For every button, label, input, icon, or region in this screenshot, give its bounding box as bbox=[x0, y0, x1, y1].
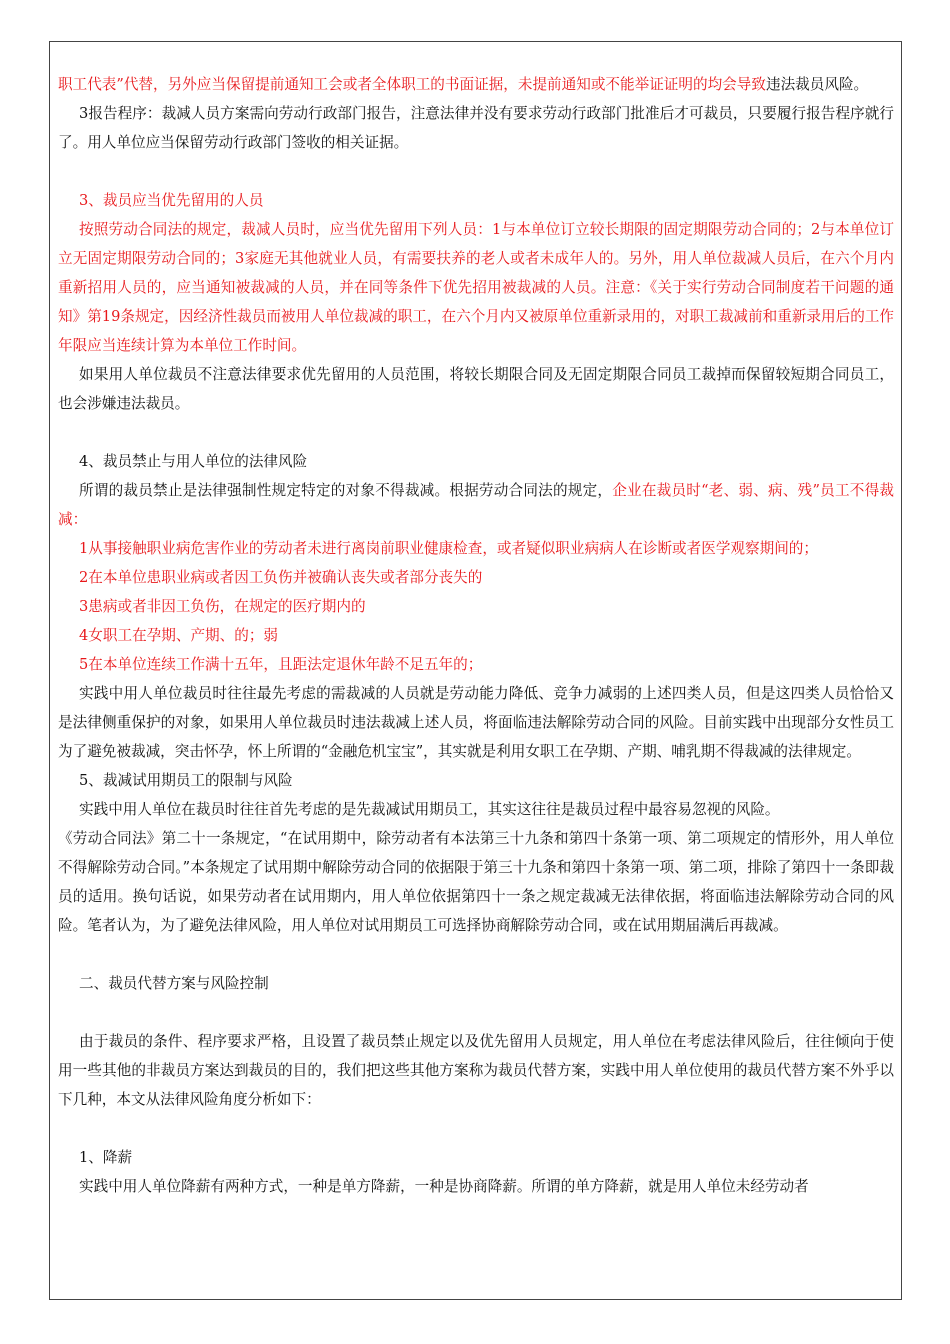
paragraph-report-procedure: 3报告程序：裁减人员方案需向劳动行政部门报告，注意法律并没有要求劳动行政部门批准后才可裁员，只要履行报告程序就行了。用人单位应当保留劳动行政部门签收的相关证据。 bbox=[58, 105, 894, 151]
red-text: 企业在裁员时“老、弱、病、残”员工不得裁减： bbox=[58, 482, 894, 528]
heading-salary-cut: 1、降薪 bbox=[79, 1149, 133, 1166]
heading-section-2: 二、裁员代替方案与风险控制 bbox=[79, 975, 269, 992]
paragraph-probation-2: 《劳动合同法》第二十一条规定，“在试用期中，除劳动者有本法第三十九条和第四十条第一项、第二项规定的情形外，用人单位不得解除劳动合同。”本条规定了试用期中解除劳动合同的依据限于第三十九条和第四十条第一项、第二项，排除了第四十一条即裁员的适用。换句话说，如果劳动者在试用期内，用人单位依据第四十一条之规定裁减无法律依据，将面临违法解除劳动合同的风险。笔者认为，为了避免法律风险，用人单位对试用期员工可选择协商解除劳动合同，或在试用期届满后再裁减。 bbox=[58, 830, 894, 934]
paragraph-alternatives: 由于裁员的条件、程序要求严格，且设置了裁员禁止规定以及优先留用人员规定，用人单位在考虑法律风险后，往往倾向于使用一些其他的非裁员方案达到裁员的目的，我们把这些其他方案称为裁员代替方案，实践中用人单位使用的裁员代替方案不外乎以下几种，本文从法律风险角度分析如下： bbox=[58, 1033, 894, 1108]
list-item-4: 4女职工在孕期、产期、的；弱 bbox=[79, 627, 279, 644]
document-body bbox=[58, 70, 894, 1201]
list-item-1: 1从事接触职业病危害作业的劳动者未进行离岗前职业健康检查，或者疑似职业病病人在诊断或者医学观察期间的； bbox=[79, 540, 818, 557]
paragraph-layoff-prohibition bbox=[58, 476, 894, 534]
paragraph-practice: 实践中用人单位裁员时往往最先考虑的需裁减的人员就是劳动能力降低、竞争力减弱的上述四类人员，但是这四类人员恰恰又是法律侧重保护的对象，如果用人单位裁员时违法裁减上述人员，将面临违法解除劳动合同的风险。目前实践中出现部分女性员工为了避免被裁减，突击怀孕，怀上所谓的“金融危机宝宝”，其实就是利用女职工在孕期、产期、哺乳期不得裁减的法律规定。 bbox=[58, 685, 894, 760]
heading-priority-retention bbox=[58, 186, 894, 215]
heading-layoff-prohibition: 4、裁员禁止与用人单位的法律风险 bbox=[79, 453, 308, 470]
list-item-5: 5在本单位连续工作满十五年，且距法定退休年龄不足五年的； bbox=[79, 656, 483, 673]
paragraph-salary-cut: 实践中用人单位降薪有两种方式，一种是单方降薪，一种是协商降薪。所谓的单方降薪，就是用人单位未经劳动者 bbox=[79, 1178, 809, 1195]
list-item-3: 3患病或者非因工负伤，在规定的医疗期内的 bbox=[79, 598, 366, 615]
paragraph-priority-retention: 按照劳动合同法的规定，裁减人员时，应当优先留用下列人员：1与本单位订立较长期限的固定期限劳动合同的；2与本单位订立无固定期限劳动合同的；3家庭无其他就业人员，有需要扶养的老人或者未成年人的。另外，用人单位裁减人员后，在六个月内重新招用人员的，应当通知被裁减的人员，并在同等条件下优先招用被裁减的人员。注意：《关于实行劳动合同制度若干问题的通知》第19条规定，因经济性裁员而被用人单位裁减的职工，在六个月内又被原单位重新录用的，对职工裁减前和重新录用后的工作年限应当连续计算为本单位工作时间。 bbox=[58, 221, 894, 354]
list-item-2: 2在本单位患职业病或者因工负伤并被确认丧失或者部分丧失的 bbox=[79, 569, 483, 586]
red-text: 职工代表”代替，另外应当保留提前通知工会或者全体职工的书面证据，未提前通知或不能举证证明的均会导致 bbox=[58, 76, 766, 93]
paragraph-probation-1: 实践中用人单位在裁员时往往首先考虑的是先裁减试用期员工，其实这往往是裁员过程中最容易忽视的风险。 bbox=[79, 801, 780, 818]
heading-probation: 5、裁减试用期员工的限制与风险 bbox=[79, 772, 293, 789]
paragraph-1 bbox=[58, 70, 894, 99]
heading-text: 3、裁员应当优先留用的人员 bbox=[79, 192, 264, 209]
paragraph-illegal-layoff-risk: 如果用人单位裁员不注意法律要求优先留用的人员范围，将较长期限合同及无固定期限合同员工裁掉而保留较短期合同员工，也会涉嫌违法裁员。 bbox=[58, 366, 894, 412]
black-text: 所谓的裁员禁止是法律强制性规定特定的对象不得裁减。根据劳动合同法的规定， bbox=[79, 482, 613, 499]
black-text: 违法裁员风险。 bbox=[765, 76, 869, 93]
